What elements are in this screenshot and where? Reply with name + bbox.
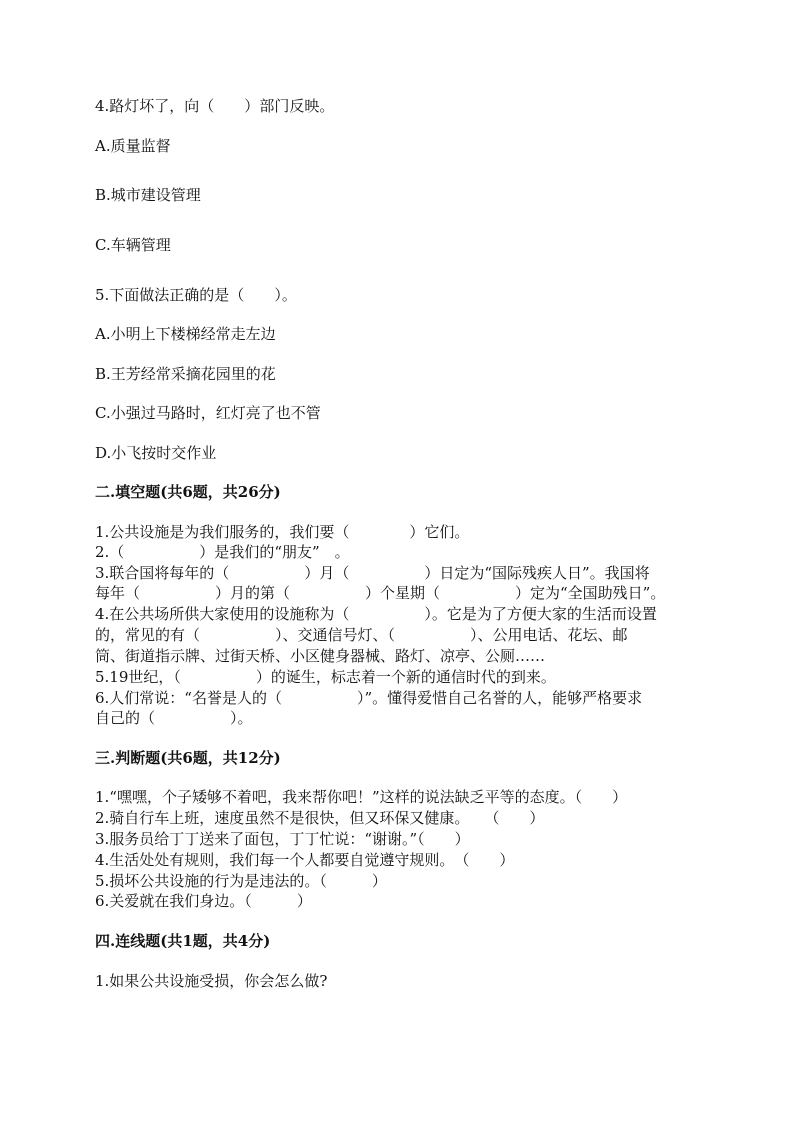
q5-option-d: D.小飞按时交作业 xyxy=(95,444,217,462)
q4-option-c: C.车辆管理 xyxy=(95,236,171,254)
judge-line: 3.服务员给丁丁送来了面包，丁丁忙说：“谢谢。”（ ） xyxy=(95,830,470,848)
q4-stem: 4.路灯坏了，向（ ）部门反映。 xyxy=(95,97,335,115)
section-heading-judge: 三.判断题(共6题，共12分) xyxy=(95,749,281,767)
judge-line: 2.骑自行车上班，速度虽然不是很快，但又环保又健康。 （ ） xyxy=(95,809,545,827)
fill-line: 的，常见的有（ ）、交通信号灯、（ ）、公用电话、花坛、邮 xyxy=(95,626,628,644)
fill-line: 4.在公共场所供大家使用的设施称为（ ）。它是为了方便大家的生活而设置 xyxy=(95,605,657,623)
q5-option-b: B.王芳经常采摘花园里的花 xyxy=(95,365,276,383)
judge-line: 5.损坏公共设施的行为是违法的。（ ） xyxy=(95,872,387,890)
fill-line: 3.联合国将每年的（ ）月（ ）日定为“国际残疾人日”。我国将 xyxy=(95,564,650,582)
fill-line: 自己的（ ）。 xyxy=(95,709,253,727)
fill-line: 2.（ ）是我们的“朋友” 。 xyxy=(95,543,350,561)
section-heading-fill: 二.填空题(共6题，共26分) xyxy=(95,483,281,501)
q5-option-a: A.小明上下楼梯经常走左边 xyxy=(95,325,276,343)
q5-stem: 5.下面做法正确的是（ ）。 xyxy=(95,286,297,304)
judge-line: 1.“嘿嘿，个子矮够不着吧，我来帮你吧！”这样的说法缺乏平等的态度。（ ） xyxy=(95,788,628,806)
q5-option-c: C.小强过马路时，红灯亮了也不管 xyxy=(95,404,321,422)
fill-line: 1.公共设施是为我们服务的，我们要（ ）它们。 xyxy=(95,523,470,541)
section-heading-match: 四.连线题(共1题，共4分) xyxy=(95,932,271,950)
fill-line: 筒、街道指示牌、过街天桥、小区健身器械、路灯、凉亭、公厕…… xyxy=(95,647,546,665)
judge-line: 6.关爱就在我们身边。（ ） xyxy=(95,892,312,910)
match-question-1: 1.如果公共设施受损，你会怎么做? xyxy=(95,972,328,990)
fill-line: 6.人们常说：“名誉是人的（ ）”。懂得爱惜自己名誉的人，能够严格要求 xyxy=(95,689,643,707)
q4-option-a: A.质量监督 xyxy=(95,137,171,155)
judge-line: 4.生活处处有规则，我们每一个人都要自觉遵守规则。 （ ） xyxy=(95,851,515,869)
fill-line: 5.19世纪，（ ）的诞生，标志着一个新的通信时代的到来。 xyxy=(95,668,556,686)
q4-option-b: B.城市建设管理 xyxy=(95,186,201,204)
fill-line: 每年（ ）月的第（ ）个星期（ ）定为“全国助残日”。 xyxy=(95,584,666,602)
